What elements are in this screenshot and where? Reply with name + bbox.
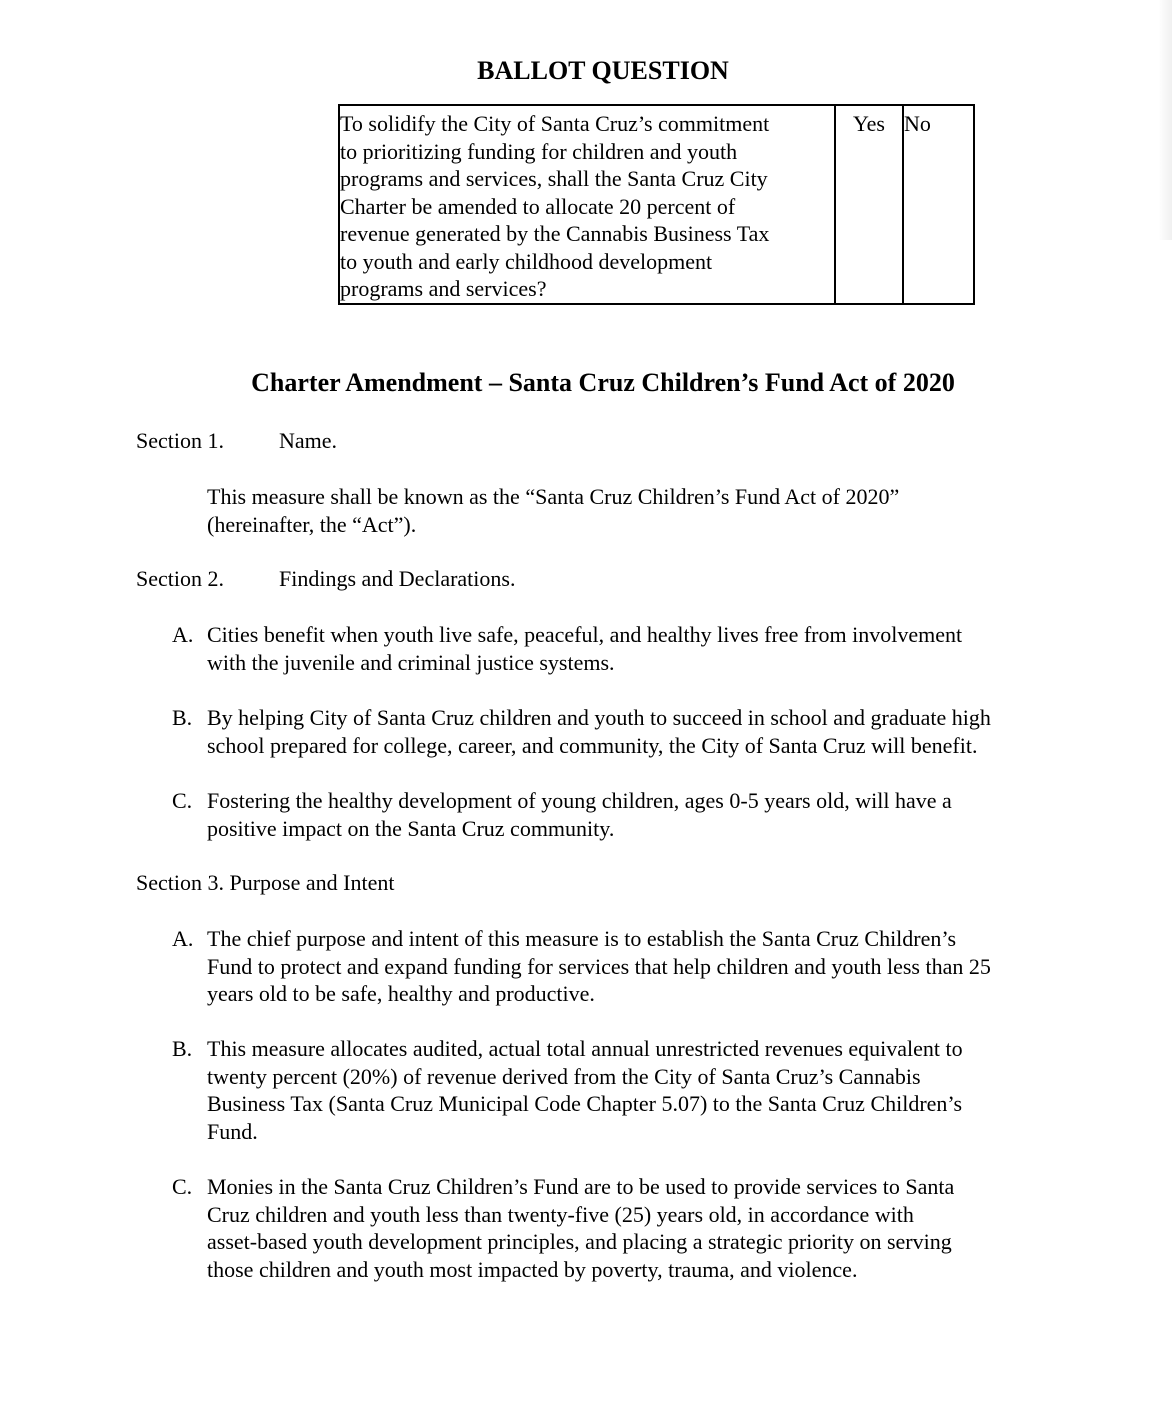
item-line: Fund. — [207, 1118, 258, 1144]
list-marker: B. — [172, 1036, 193, 1061]
item-line: school prepared for college, career, and community, the City of Santa Cruz will benefit. — [207, 732, 978, 758]
item-line: Cruz children and youth less than twenty-five (25) years old, in accordance with — [207, 1201, 914, 1227]
item-line: asset-based youth development principles, and placing a strategic priority on serving — [207, 1229, 952, 1254]
question-line: to youth and early childhood development — [340, 248, 713, 274]
item-line: Fund to protect and expand funding for services that help children and youth less than 25 — [207, 953, 991, 979]
section-1-number: Section 1. — [136, 428, 224, 453]
page-edge-shadow — [1158, 0, 1172, 240]
item-line: This measure allocates audited, actual total annual unrestricted revenues equivalent to — [207, 1036, 963, 1061]
list-marker: A. — [172, 622, 194, 647]
item-line: positive impact on the Santa Cruz community. — [207, 815, 615, 841]
section-2-number: Section 2. — [136, 566, 224, 591]
ballot-question-table — [338, 104, 975, 305]
list-marker: A. — [172, 926, 194, 951]
table-row — [339, 105, 974, 304]
section-1-paragraph — [207, 483, 1077, 538]
ballot-question-text — [339, 105, 835, 304]
item-line: The chief purpose and intent of this measure is to establish the Santa Cruz Children’s — [207, 926, 957, 951]
question-line: programs and services, shall the Santa Cruz City — [340, 166, 768, 191]
amendment-title: Charter Amendment – Santa Cruz Children’s Fund Act of 2020 — [251, 368, 955, 397]
item-line: Cities benefit when youth live safe, peaceful, and healthy lives free from involvement — [207, 622, 963, 647]
list-marker: B. — [172, 705, 193, 730]
item-line: years old to be safe, healthy and productive. — [207, 981, 595, 1006]
paragraph-line: This measure shall be known as the “Santa Cruz Children’s Fund Act of 2020” — [207, 484, 900, 509]
item-line: those children and youth most impacted by poverty, trauma, and violence. — [207, 1256, 858, 1282]
item-line: Monies in the Santa Cruz Children’s Fund are to be used to provide services to Santa — [207, 1174, 955, 1199]
item-line: By helping City of Santa Cruz children and youth to succeed in school and graduate high — [207, 705, 991, 730]
ballot-question-title: BALLOT QUESTION — [477, 56, 729, 85]
list-marker: C. — [172, 788, 193, 813]
paragraph-line: (hereinafter, the “Act”). — [207, 511, 417, 537]
item-line: Fostering the healthy development of young children, ages 0-5 years old, will have a — [207, 788, 952, 813]
item-line: with the juvenile and criminal justice systems. — [207, 649, 615, 675]
item-line: twenty percent (20%) of revenue derived from the City of Santa Cruz’s Cannabis — [207, 1063, 921, 1089]
question-line: To solidify the City of Santa Cruz’s commitment — [340, 111, 770, 136]
question-line: revenue generated by the Cannabis Business Tax — [340, 221, 770, 246]
yes-column: Yes — [835, 105, 903, 304]
section-3-heading: Section 3. Purpose and Intent — [136, 870, 395, 895]
item-line: Business Tax (Santa Cruz Municipal Code Chapter 5.07) to the Santa Cruz Children’s — [207, 1091, 963, 1116]
question-line: Charter be amended to allocate 20 percent of — [340, 193, 736, 219]
section-2-heading: Findings and Declarations. — [279, 566, 516, 591]
no-column: No — [903, 105, 974, 304]
list-marker: C. — [172, 1174, 193, 1199]
question-line: programs and services? — [340, 276, 547, 301]
question-line: to prioritizing funding for children and youth — [340, 138, 738, 164]
section-1-heading: Name. — [279, 428, 338, 453]
